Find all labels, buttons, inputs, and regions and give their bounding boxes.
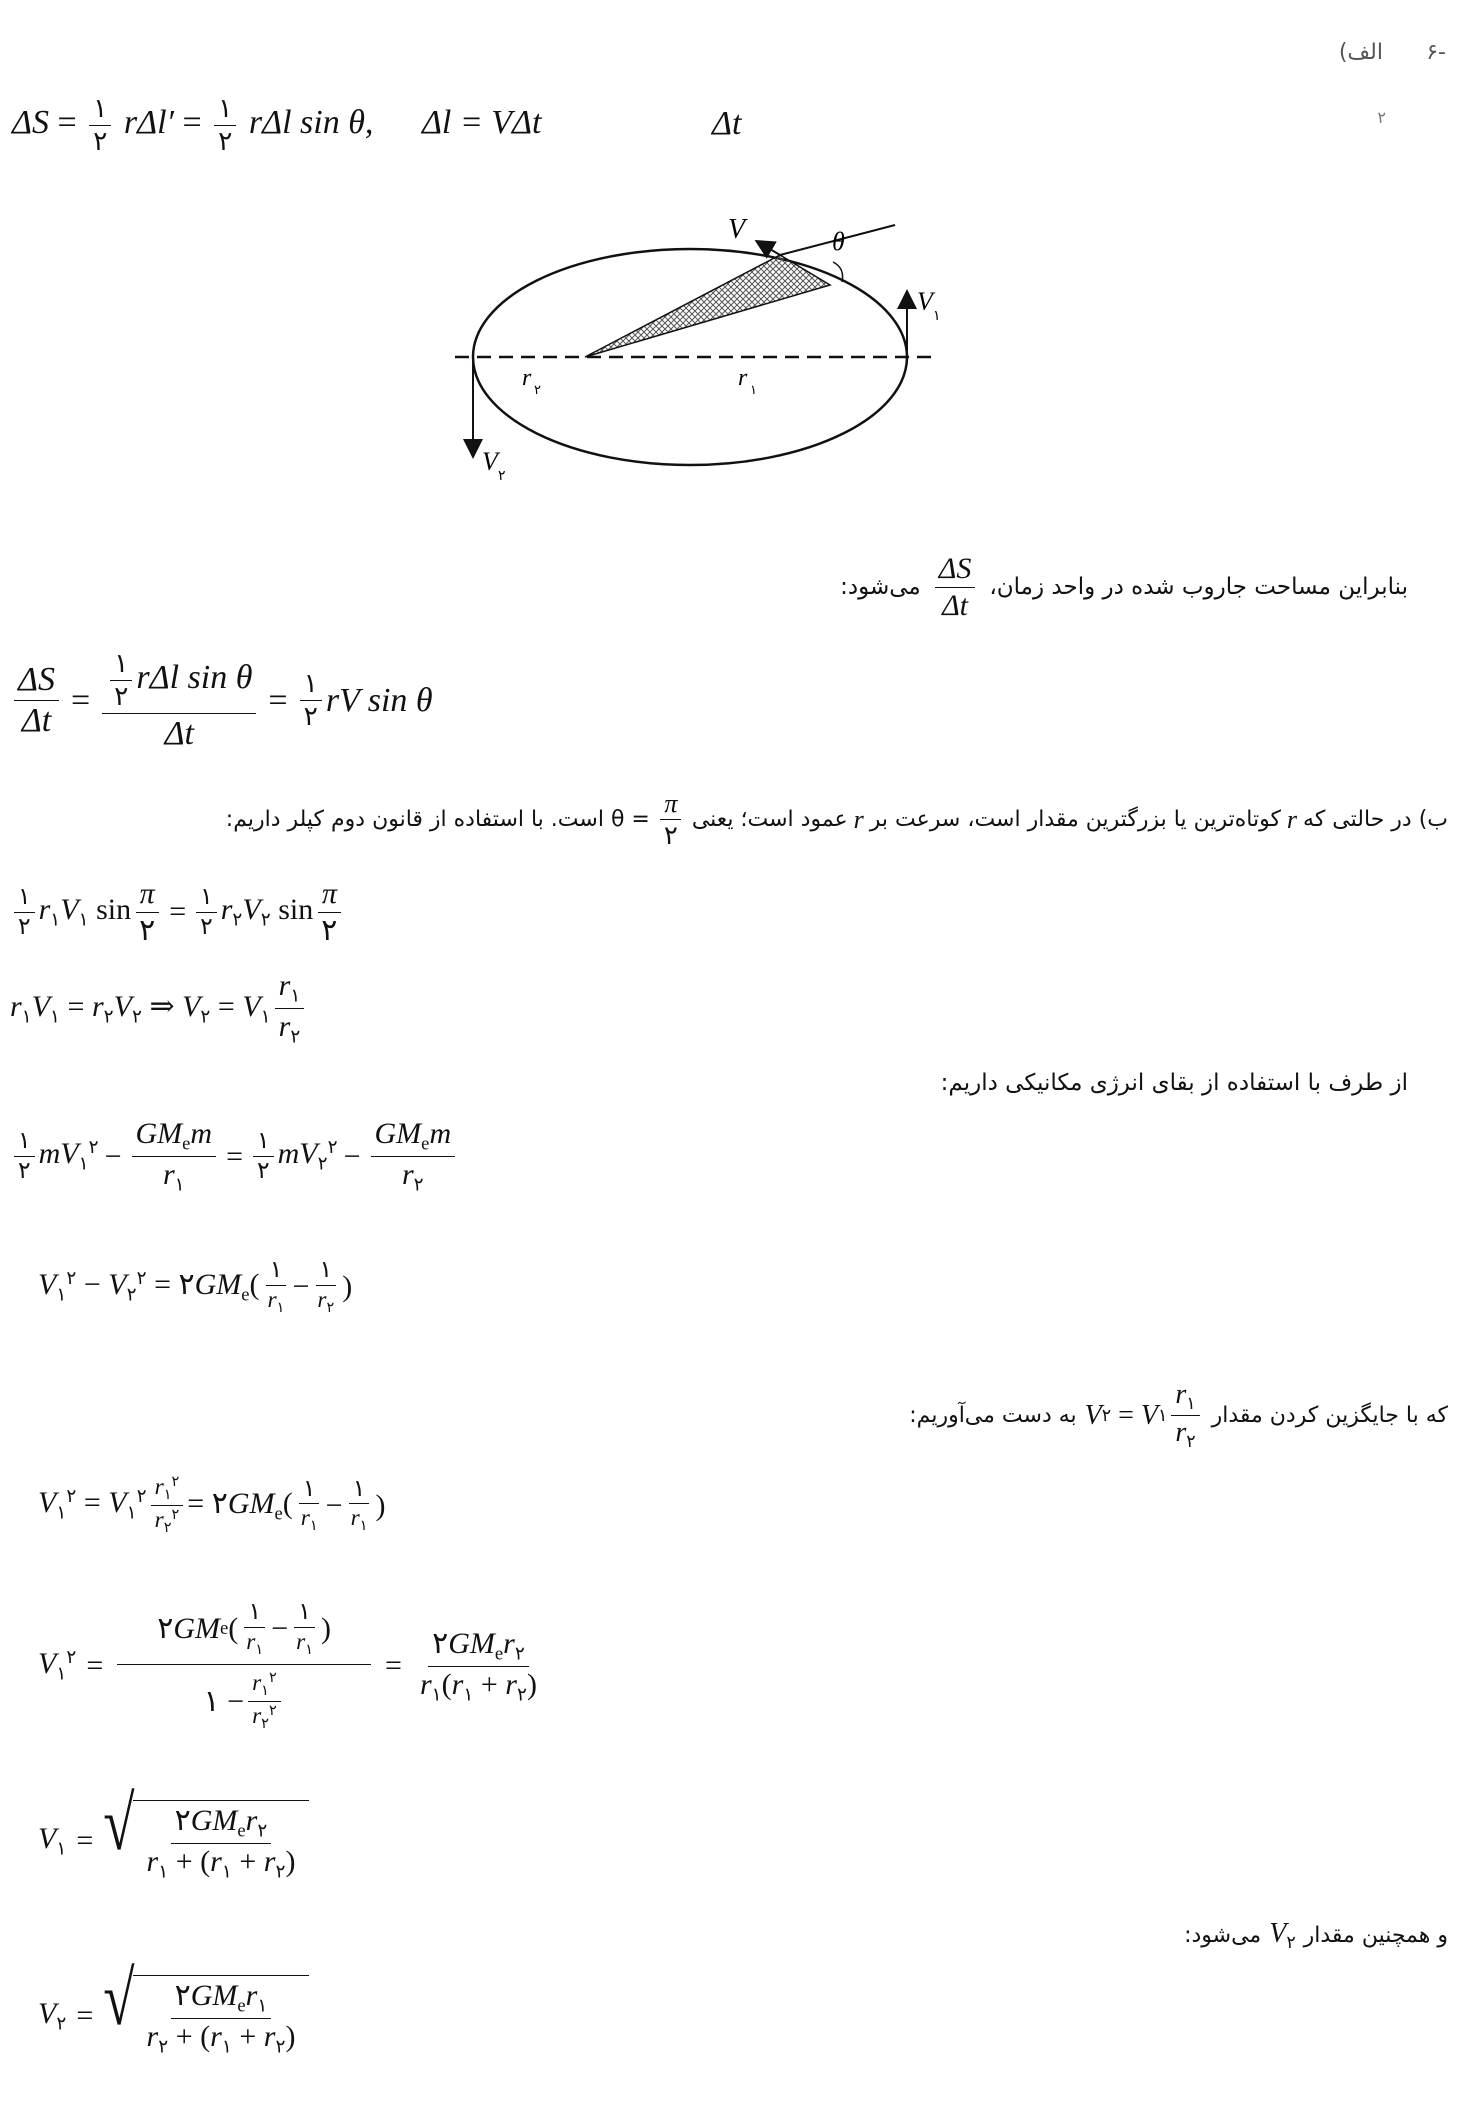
delta-t-label: Δt xyxy=(712,105,742,142)
orbit-figure xyxy=(440,200,960,500)
swept-area xyxy=(585,255,830,357)
part-label-a: الف) xyxy=(1338,40,1383,65)
equation-area-delta: ΔS = $\frac{۱}{۲}$ rΔl′ = $\frac{۱}{۲}$ rΔl sin θ, Δl = VΔt xyxy=(12,93,542,156)
equation-velocity-difference: $V_۱^۲ - V_۲^۲$ = $۲GM_e$( $\frac{۱}{r_۱}$ − $\frac{۱}{r_۲}$ ) xyxy=(38,1257,353,1316)
label-V1-sub: ۱ xyxy=(933,308,941,324)
text-substitution: که با جایگزین کردن مقدار V ۲ = V ۱ $\frac{r_۱}{r_۲}$ به دست می‌آوریم: xyxy=(909,1379,1448,1452)
equation-substituted: $V_۱^۲ = V_۱^۲$ $\frac{r_۱^۲}{r_۲^۲}$ = $۲GM_e$( $\frac{۱}{r_۱}$ − $\frac{۱}{r_۱}$ ) xyxy=(38,1474,386,1537)
label-V2-sub: ۲ xyxy=(498,468,506,484)
velocity-arrow xyxy=(758,242,780,255)
equation-area-rate: $\frac{\Delta S}{\Delta t}$ = $\frac{۱}{۲}$ rΔl sin θ Δt = $\frac{۱}{۲}$ rV sin θ xyxy=(10,650,433,751)
text-energy: از طرف با استفاده از بقای انرژی مکانیکی داریم: xyxy=(940,1070,1408,1096)
equation-v1-result: $V_۱$ = √ $\frac{۲GM_er_۲}{r_۱ + (r_۱ + r_۲)}$ xyxy=(38,1800,309,1882)
equation-energy: $\frac{۱}{۲}$ $mV_۱^۲$ − $\frac{GM_em}{r_۱}$ = $\frac{۱}{۲}$ $mV_۲^۲$ − $\frac{GM_em}{r_۲}$ xyxy=(10,1118,459,1195)
equation-v2-relation: $r_۱V_۱ = r_۲V_۲$ ⇒ $V_۲ = V_۱$ $\frac{r_۱}{r_۲}$ xyxy=(10,970,308,1047)
equation-kepler: $\frac{۱}{۲}$ $r_۱V_۱$ sin $\frac{\pi}{۲}$ = $\frac{۱}{۲}$ $r_۲V_۲$ sin $\frac{\pi}{۲}$ xyxy=(10,878,345,946)
text-part-b: ب) در حالتی که r کوتاه‌ترین یا بزرگترین مقدار است، سرعت بر r عمود است؛ یعنی $\frac{\pi}{۲}$ = θ است. با استفاده از قانون دوم کپلر داریم: xyxy=(225,789,1448,851)
equation-v1-squared: $V_۱^۲$ = ۲ GM e ( $\frac{۱}{r_۱}$ − $\frac{۱}{r_۱}$ ) ۱ − $\frac{r_۱^۲}{r_۲^۲}$ = $\frac{۲GM_er_۲}{r_۱(r_۱ + r_۲)}$ xyxy=(38,1599,537,1733)
label-theta: θ xyxy=(832,227,845,256)
text-area-per-time: بنابراین مساحت جاروب شده در واحد زمان، $\frac{\Delta S}{\Delta t}$ می‌شود: xyxy=(840,552,1408,622)
equation-v2-result: $V_۲$ = √ $\frac{۲GM_er_۱}{r_۲ + (r_۱ + r_۲)}$ xyxy=(38,1975,309,2057)
text-final: و همچنین مقدار $V_۲$ می‌شود: xyxy=(1184,1918,1448,1953)
label-V2: V xyxy=(482,447,498,476)
label-r1: r xyxy=(738,365,748,391)
label-r1-sub: ۱ xyxy=(750,383,757,398)
problem-number: ۶- xyxy=(1426,40,1446,65)
label-V1: V xyxy=(917,287,933,316)
label-r2-sub: ۲ xyxy=(534,383,541,398)
label-r2: r xyxy=(522,365,532,391)
margin-mark: ۲ xyxy=(1377,108,1386,127)
label-V: V xyxy=(728,214,746,245)
